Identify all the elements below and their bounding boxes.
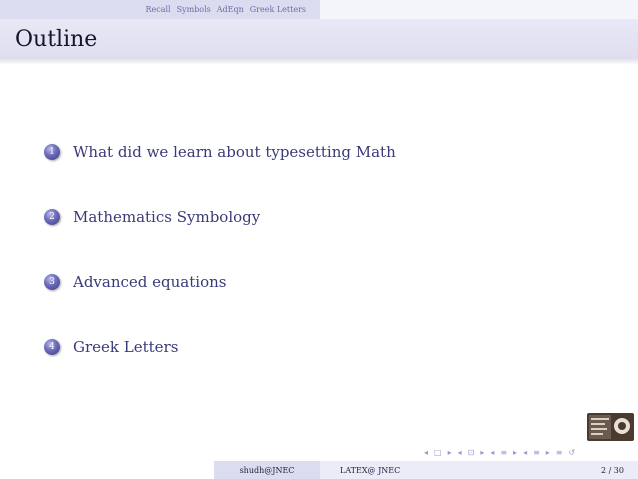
footline-author: [214, 461, 320, 479]
institution-logo: [587, 413, 634, 441]
section-icon[interactable]: ≡: [533, 448, 540, 457]
frame-title-bar: [0, 19, 638, 59]
arrow-right-icon[interactable]: ▸: [480, 448, 485, 457]
arrow-right-icon[interactable]: ▸: [545, 448, 550, 457]
logo-graphic: [587, 413, 634, 441]
arrow-right-icon[interactable]: ▸: [513, 448, 518, 457]
page-number: 2 / 30: [600, 465, 624, 475]
header-navigation-bar: [0, 0, 638, 19]
item-number-ball: 4: [44, 339, 60, 355]
item-number-ball: 1: [44, 144, 60, 160]
nav-link-adeqn[interactable]: AdEqn: [216, 5, 244, 14]
item-number-ball: 2: [44, 209, 60, 225]
author-name: shudh@JNEC: [239, 465, 295, 475]
header-right-panel: [320, 0, 638, 19]
nav-link-symbols[interactable]: Symbols: [176, 5, 211, 14]
subsection-icon[interactable]: ⊡: [467, 448, 475, 457]
arrow-left-icon[interactable]: ◂: [490, 448, 495, 457]
section-navigation: [0, 0, 320, 19]
search-icon[interactable]: ↺: [568, 448, 576, 457]
nav-link-recall[interactable]: Recall: [145, 5, 171, 14]
align-icon[interactable]: ≡: [555, 448, 563, 457]
arrow-left-icon[interactable]: ◂: [523, 448, 528, 457]
title-shadow: [0, 59, 638, 65]
section-icon[interactable]: ≡: [500, 448, 508, 457]
nav-link-greek-letters[interactable]: Greek Letters: [249, 5, 306, 14]
outline-item-4[interactable]: [44, 338, 178, 356]
item-number-ball: 3: [44, 274, 60, 290]
footline: [0, 461, 638, 479]
footline-right: [320, 461, 638, 479]
beamer-navigation-symbols: [424, 448, 575, 457]
outline-item-text: Mathematics Symbology: [73, 208, 261, 226]
arrow-left-icon[interactable]: ◂: [457, 448, 462, 457]
outline-item-3[interactable]: [44, 273, 226, 291]
outline-item-2[interactable]: [44, 208, 260, 226]
arrow-left-icon[interactable]: ◂: [424, 448, 429, 457]
footline-left: [0, 461, 214, 479]
frame-icon[interactable]: □: [434, 448, 442, 457]
short-title: LATEX@ JNEC: [340, 465, 401, 475]
outline-item-text: Advanced equations: [73, 273, 227, 291]
outline-item-1[interactable]: [44, 143, 396, 161]
outline-item-text: Greek Letters: [73, 338, 179, 356]
slide-title: Outline: [15, 26, 98, 52]
outline-item-text: What did we learn about typesetting Math: [73, 143, 396, 161]
arrow-right-icon[interactable]: ▸: [447, 448, 452, 457]
